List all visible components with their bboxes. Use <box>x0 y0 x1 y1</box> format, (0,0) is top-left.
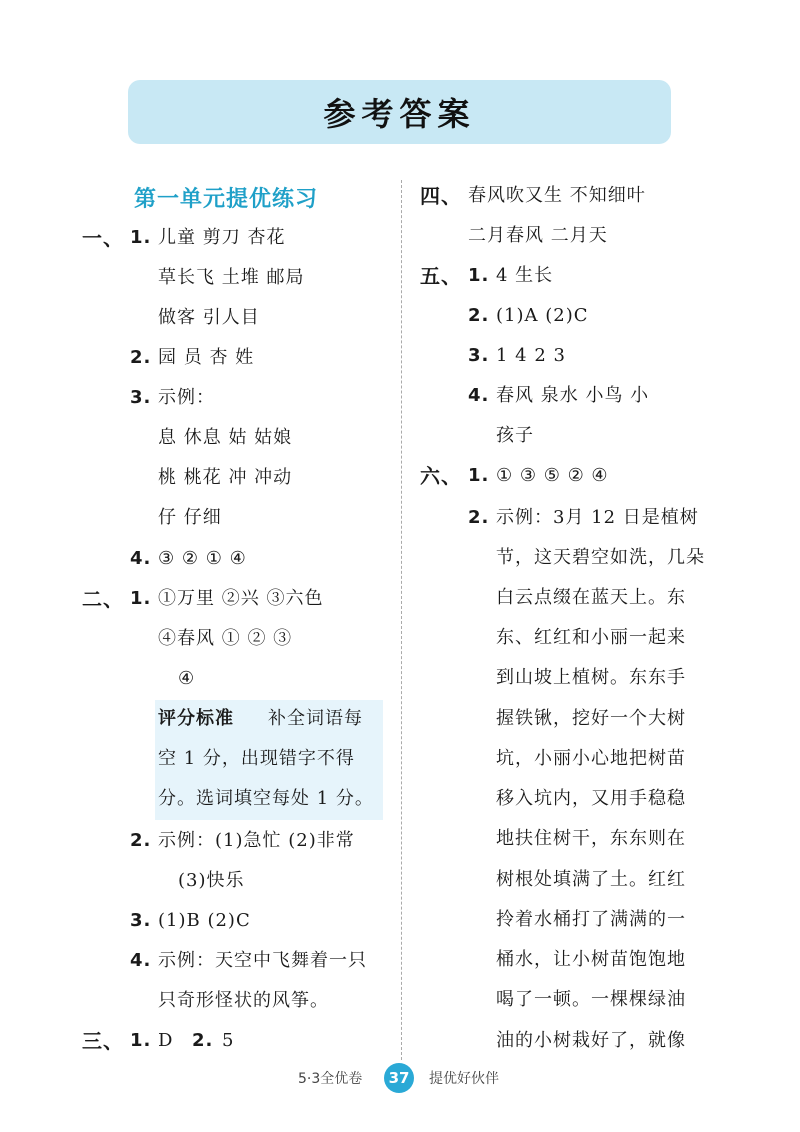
q3-number: 3. <box>468 345 490 366</box>
answer-line: 桃 桃花 冲 冲动 <box>158 467 293 488</box>
answer-line: 园 员 杏 姓 <box>158 347 255 368</box>
answer-line: ④春风 ① ② ③ <box>158 628 293 649</box>
answer-line: 示例：天空中飞舞着一只 <box>158 950 367 971</box>
q3-number: 3. <box>130 387 152 408</box>
essay-line: 移入坑内，又用手稳稳 <box>496 788 686 809</box>
answer-line: ① ③ ⑤ ② ④ <box>496 465 609 486</box>
answer-line: ①万里 ②兴 ③六色 <box>158 588 324 609</box>
answer-line: 仔 仔细 <box>158 507 222 528</box>
q1-number: 1. <box>130 227 152 248</box>
q4-number: 4. <box>130 548 152 569</box>
page-title: 参考答案 <box>128 80 671 144</box>
answer-line: 草长飞 土堆 邮局 <box>158 267 305 288</box>
answer-line: 只奇形怪状的风筝。 <box>158 990 329 1011</box>
essay-line: 拎着水桶打了满满的一 <box>496 909 686 930</box>
q1-number: 1. <box>130 1030 152 1051</box>
essay-line: 握铁锹，挖好一个大树 <box>496 708 686 729</box>
section-label-6: 六、 <box>420 464 462 488</box>
q2-number: 2. <box>468 305 490 326</box>
answer-line: D <box>158 1030 174 1051</box>
answer-line: 5 <box>222 1030 235 1051</box>
footer-slogan: 提优好伙伴 <box>429 1071 499 1087</box>
section-label-5: 五、 <box>420 264 462 288</box>
answer-line: 春风吹又生 不知细叶 <box>468 185 646 206</box>
essay-line: 桶水，让小树苗饱饱地 <box>496 949 686 970</box>
answer-line: (3)快乐 <box>178 870 245 891</box>
footer-brand: 5·3全优卷 <box>298 1071 363 1087</box>
section-title: 第一单元提优练习 <box>134 187 319 212</box>
q1-number: 1. <box>468 465 490 486</box>
answer-line: ③ ② ① ④ <box>158 548 247 569</box>
answer-line: 1 4 2 3 <box>496 345 566 366</box>
section-label-4: 四、 <box>420 184 462 208</box>
answer-line: 二月春风 二月天 <box>468 225 608 246</box>
q2-number: 2. <box>130 347 152 368</box>
page-number-badge: 37 <box>384 1063 414 1093</box>
answer-line: (1)B (2)C <box>158 910 251 931</box>
essay-line: 到山坡上植树。东东手 <box>496 667 686 688</box>
section-label-1: 一、 <box>82 226 124 250</box>
q2-number: 2. <box>468 507 490 528</box>
answer-line: ④ <box>178 668 196 689</box>
q1-number: 1. <box>130 588 152 609</box>
q2-number: 2. <box>130 830 152 851</box>
q3-number: 3. <box>130 910 152 931</box>
scoring-criteria-text: 分。选词填空每处 1 分。 <box>158 788 374 809</box>
essay-line: 节，这天碧空如洗，几朵 <box>496 547 705 568</box>
essay-line: 东、红红和小丽一起来 <box>496 627 686 648</box>
answer-line: 春风 泉水 小鸟 小 <box>496 385 650 406</box>
answer-line: 4 生长 <box>496 265 554 286</box>
q4-number: 4. <box>468 385 490 406</box>
answer-line: 示例： <box>158 387 215 408</box>
q2-number: 2. <box>192 1030 214 1051</box>
essay-line: 坑，小丽小心地把树苗 <box>496 748 686 769</box>
answer-line: 示例：(1)急忙 (2)非常 <box>158 830 355 851</box>
answer-line: 孩子 <box>496 425 534 446</box>
answer-line: 做客 引人目 <box>158 307 260 328</box>
section-label-2: 二、 <box>82 587 124 611</box>
q4-number: 4. <box>130 950 152 971</box>
q1-number: 1. <box>468 265 490 286</box>
answer-line: (1)A (2)C <box>496 305 589 326</box>
scoring-criteria-text: 补全词语每 <box>268 708 363 729</box>
essay-line: 地扶住树干，东东则在 <box>496 828 686 849</box>
answer-line: 儿童 剪刀 杏花 <box>158 227 286 248</box>
essay-line: 喝了一顿。一棵棵绿油 <box>496 989 686 1010</box>
essay-line: 示例：3月 12 日是植树 <box>496 507 699 528</box>
column-divider <box>401 180 402 1060</box>
scoring-criteria-text: 空 1 分，出现错字不得 <box>158 748 355 769</box>
section-label-3: 三、 <box>82 1029 124 1053</box>
answer-line: 息 休息 姑 姑娘 <box>158 427 293 448</box>
scoring-criteria-label: 评分标准 <box>158 708 234 729</box>
essay-line: 白云点缀在蓝天上。东 <box>496 587 686 608</box>
essay-line: 树根处填满了土。红红 <box>496 869 686 890</box>
essay-line: 油的小树栽好了，就像 <box>496 1030 686 1051</box>
